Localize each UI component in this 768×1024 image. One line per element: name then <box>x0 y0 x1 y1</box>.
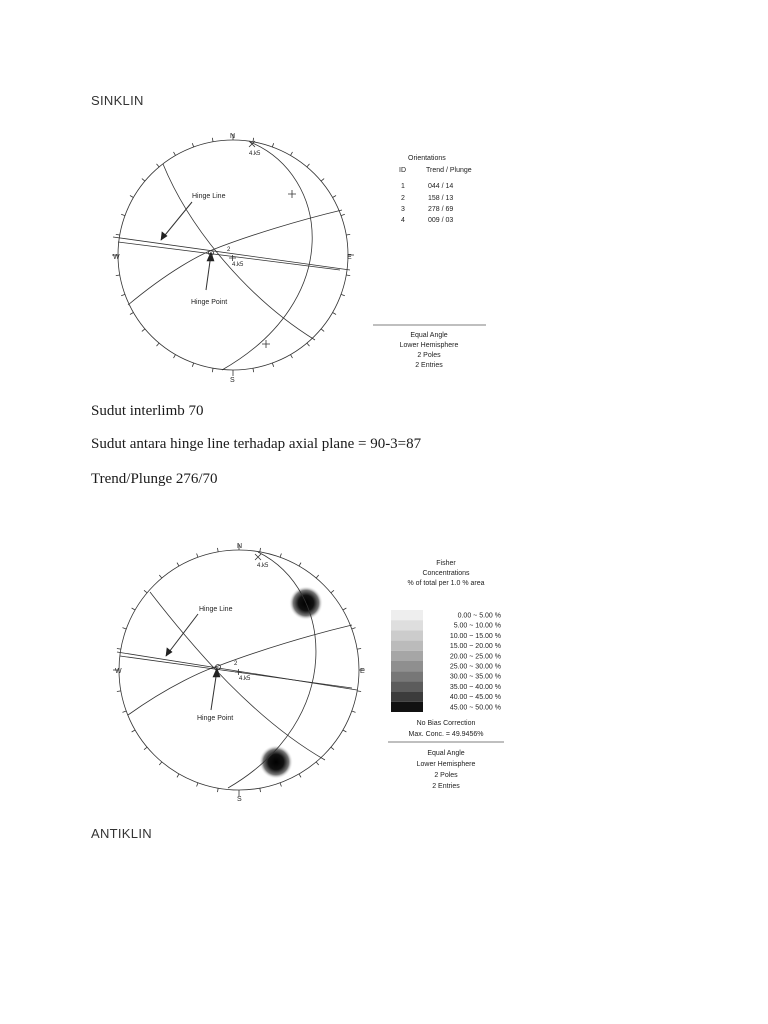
legend-ranges <box>450 613 501 712</box>
pole-marker-1 <box>255 554 261 560</box>
label-hinge-line: Hinge Line <box>199 606 233 613</box>
legend-row-id: 3 <box>401 206 405 213</box>
legend-footer-line: Equal Angle <box>410 332 448 339</box>
stereonet-tick <box>117 691 121 692</box>
legend-range-label: 5.00 ~ 10.00 % <box>453 622 501 630</box>
stereonet-tick <box>197 553 198 557</box>
stereonet-tick <box>177 774 179 777</box>
legend-range-label: 0.00 ~ 5.00 % <box>457 612 501 620</box>
legend-swatch <box>391 630 423 640</box>
marker-label-k2: 4.k5 <box>239 676 251 682</box>
stereonet-tick <box>357 691 361 692</box>
compass-w: W <box>115 668 122 675</box>
legend-title-concentrations: Concentrations <box>422 570 470 577</box>
compass-w: W <box>113 254 120 261</box>
stereonet-tick <box>299 774 301 777</box>
stereonet-tick <box>260 548 261 552</box>
compass-s: S <box>230 377 235 384</box>
marker-label-k1: 4.k5 <box>249 151 261 157</box>
stereonet-tick <box>197 783 198 787</box>
compass-s: S <box>237 796 242 803</box>
legend-col-id: ID <box>399 167 406 174</box>
compass-n: N <box>230 133 236 140</box>
hinge-line-trace <box>117 652 357 690</box>
legend-swatches <box>391 610 423 712</box>
legend-swatch <box>391 641 423 651</box>
stereonet-tick <box>316 575 319 578</box>
label-hinge-point: Hinge Point <box>197 715 234 722</box>
text-trend-plunge: Trend/Plunge 276/70 <box>91 471 218 487</box>
stereonet-primitive-circle <box>119 550 359 790</box>
compass-e: E <box>360 668 365 675</box>
stereonet-tick <box>352 628 356 629</box>
stereonet-tick <box>144 747 147 750</box>
legend-range-label: 45.00 ~ 50.00 % <box>449 704 501 712</box>
marker-label-k2: 4.k5 <box>232 262 244 268</box>
stereonet-tick <box>117 648 121 649</box>
pole-marker-4 <box>235 669 242 675</box>
legend-swatch <box>391 651 423 661</box>
legend-swatch <box>391 671 423 681</box>
legend-row-value: 158 / 13 <box>428 195 454 202</box>
text-interlimb-angle: Sudut interlimb 70 <box>91 403 204 419</box>
legend-row-value: 044 / 14 <box>428 183 454 190</box>
legend-range-label: 40.00 ~ 45.00 % <box>449 694 501 702</box>
legend-row-id: 2 <box>401 195 405 202</box>
stereonet-tick <box>280 783 281 787</box>
legend-footer-line: Lower Hemisphere <box>416 761 476 768</box>
great-circle-limb-c <box>128 625 352 715</box>
legend-title-area: % of total per 1.0 % area <box>407 580 485 587</box>
heading-antiklin: ANTIKLIN <box>91 826 152 841</box>
stereonet-tick <box>159 762 162 765</box>
legend-range-label: 15.00 ~ 20.00 % <box>449 643 501 651</box>
text-hinge-axial-angle: Sudut antara hinge line terhadap axial plane = 90-3=87 <box>91 436 422 452</box>
stereonet-tick <box>217 788 218 792</box>
compass-n: N <box>237 543 243 550</box>
legend-range-label: 20.00 ~ 25.00 % <box>449 653 501 661</box>
marker-label-k1: 4.k5 <box>257 563 269 569</box>
legend-title: Orientations <box>408 155 446 162</box>
legend-footer-line: 2 Entries <box>432 783 460 790</box>
legend-range-label: 35.00 ~ 40.00 % <box>449 683 501 691</box>
stereonet-tick <box>122 711 126 712</box>
legend-row-value: 009 / 03 <box>428 217 454 224</box>
stereonet-tick <box>352 711 356 712</box>
stereonet-tick <box>159 575 162 578</box>
compass-e: E <box>347 254 352 261</box>
stereonet-tick <box>331 747 334 750</box>
stereonet-tick <box>132 730 135 732</box>
legend-row-value: 278 / 69 <box>428 206 454 213</box>
legend-footer-line: 2 Poles <box>417 352 441 359</box>
heading-sinklin: SINKLIN <box>91 93 144 108</box>
legend-swatch <box>391 610 423 620</box>
legend-swatch <box>391 692 423 702</box>
legend-swatch <box>391 661 423 671</box>
legend-col-trend-plunge: Trend / Plunge <box>426 167 472 174</box>
stereonet-tick <box>343 730 346 732</box>
legend-row-id: 1 <box>401 183 405 190</box>
legend-swatch <box>391 620 423 630</box>
stereonet-tick <box>144 590 147 593</box>
stereonet-tick <box>316 762 319 765</box>
stereonet-tick <box>260 788 261 792</box>
legend-footer-line: 2 Poles <box>434 772 458 779</box>
marker-label-2: 2 <box>234 661 238 667</box>
stereonet-ticks <box>113 544 365 796</box>
stereonet-tick <box>177 563 179 566</box>
stereonet-tick <box>343 608 346 610</box>
hinge-point-marker <box>216 665 221 670</box>
label-hinge-point: Hinge Point <box>191 299 228 306</box>
legend-range-label: 30.00 ~ 35.00 % <box>449 673 501 681</box>
legend-no-bias: No Bias Correction <box>416 720 476 727</box>
legend-range-label: 10.00 ~ 15.00 % <box>449 632 501 640</box>
legend-max-conc: Max. Conc. = 49.9456% <box>408 731 484 738</box>
label-hinge-line: Hinge Line <box>192 193 226 200</box>
stereonet-tick <box>132 608 135 610</box>
stereonet-tick <box>280 553 281 557</box>
stereonet-tick <box>357 648 361 649</box>
legend-swatch <box>391 681 423 691</box>
legend-row-id: 4 <box>401 217 405 224</box>
stereonet-tick <box>122 628 126 629</box>
marker-label-2: 2 <box>227 247 231 253</box>
legend-title-fisher: Fisher <box>436 560 456 567</box>
hinge-line-arrow <box>166 614 198 656</box>
legend-range-label: 25.00 ~ 30.00 % <box>449 663 501 671</box>
stereonet-tick <box>299 563 301 566</box>
legend-footer-line: Lower Hemisphere <box>399 342 459 349</box>
legend-footer-line: Equal Angle <box>427 750 465 757</box>
fisher-legend <box>388 560 504 790</box>
legend-footer-line: 2 Entries <box>415 362 443 369</box>
legend-swatch <box>391 702 423 712</box>
stereonet-tick <box>331 590 334 593</box>
stereonet-tick <box>217 548 218 552</box>
